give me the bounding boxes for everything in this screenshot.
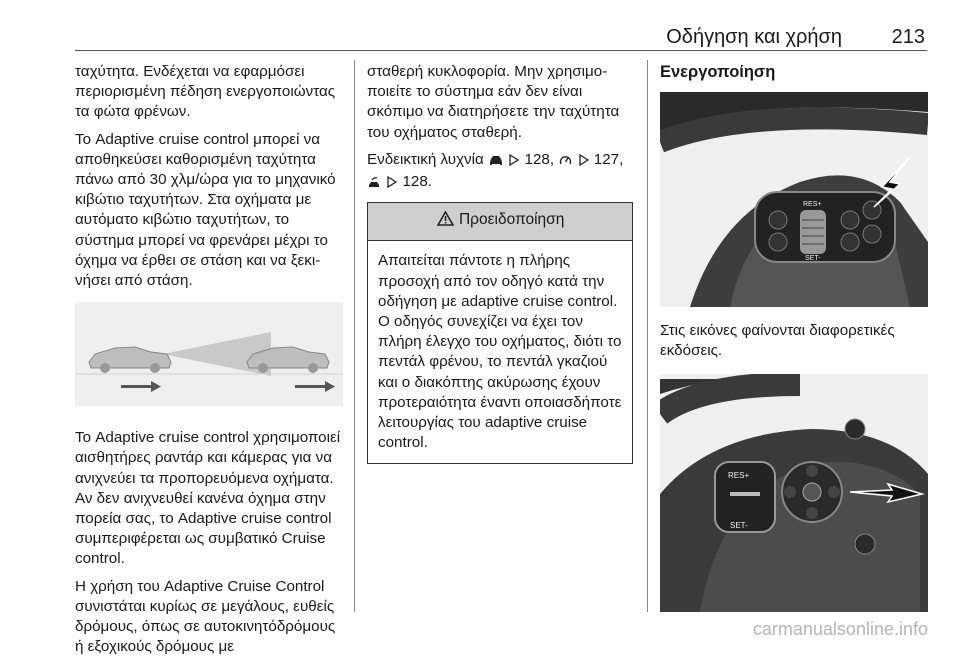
indicator-label: Ενδεικτική λυχνία [367, 150, 484, 168]
header-title: Οδήγηση και χρήση [666, 26, 842, 48]
ref-arrow-icon [509, 152, 519, 172]
col1-paragraph-3: Το Adaptive cruise control χρησιμοποιεί αισθητήρες ραντάρ και κάμερας για να ανιχνεύει τα προπορευόμενα οχήματα. Αν δεν ανιχνευθεί κανένα όχημα στην πορεία σας, το Adaptive cruise control συμπεριφέρεται ως συμβατικό Cruise control. [75, 429, 341, 568]
warning-box [367, 202, 633, 464]
column-1 [75, 62, 345, 664]
col1-paragraph-1: ταχύτητα. Ενδέχεται να εφαρμόσει περιορισμένη πέδηση ενεργοποιώντας τα φώτα φρένων. [75, 63, 336, 121]
set-label-2: SET- [730, 520, 748, 530]
radar-illustration [75, 302, 343, 406]
radar-icon [368, 174, 381, 194]
column-2 [367, 62, 635, 464]
ref-page-1[interactable]: 128, [524, 150, 555, 168]
warning-text: Απαιτείται πάντοτε η πλήρης προσοχή από τον οδηγό κατά την οδήγηση με adaptive cruise control. Ο οδηγός συνεχίζει να έχει τον πλήρη έλεγχο του οχήματος, διότι το πεντάλ φρένου, το πεντάλ γκαζιού και ο διακόπτης ακύρωσης έχουν προτεραιότητα έναντι οποιασδήποτε λειτουργίας του adaptive cruise control. [378, 252, 622, 452]
section-heading: Ενεργοποίηση [660, 63, 776, 81]
res-label-2: RES+ [728, 470, 750, 480]
warning-triangle-icon [437, 211, 454, 232]
warning-title: Προειδοποίηση [458, 211, 565, 229]
ref-arrow-icon [579, 152, 589, 172]
page-header [75, 0, 927, 51]
steering-wheel-figure-1 [660, 92, 928, 307]
steering-wheel-figure-2 [660, 374, 928, 612]
ref-page-3[interactable]: 128. [402, 173, 433, 191]
figure-caption: Στις εικόνες φαίνονται διαφορετικές εκδόσεις. [660, 322, 895, 360]
car-icon [489, 152, 503, 172]
column-divider [647, 60, 648, 612]
ref-arrow-icon [387, 174, 397, 194]
column-3 [660, 62, 928, 612]
column-divider [354, 60, 355, 612]
warning-header [368, 203, 632, 241]
col1-paragraph-4: Η χρήση του Adaptive Cruise Control συνιστάται κυρίως σε μεγάλους, ευθείς δρόμους, όπως σε αυτοκινητόδρόμους ή εξοχικούς δρόμους με [75, 577, 336, 656]
page-number: 213 [891, 26, 925, 48]
cruise-icon [559, 152, 572, 172]
indicator-line [367, 150, 635, 194]
watermark: carmanualsonline.info [752, 619, 928, 639]
set-label: SET- [805, 255, 821, 263]
res-label: RES+ [803, 201, 822, 209]
steering-wheel-svg-2 [660, 374, 928, 612]
steering-wheel-svg-1 [660, 92, 928, 307]
ref-page-2[interactable]: 127, [593, 150, 624, 168]
col1-paragraph-2: Το Adaptive cruise control μπορεί να αποθηκεύσει καθορισμένη ταχύτητα πάνω από 30 χλμ/ώρα για το μηχανικό κιβώτιο ταχυτήτων. Στα οχήματα με αυτόματο κιβώτιο ταχυτήτων, το σύστημα μπορεί να φρενάρει μέχρι το όχημα να έρθει σε στάση και να ξεκινήσει από στάση. [75, 130, 336, 290]
radar-illustration-svg [75, 302, 343, 406]
col2-paragraph-1: σταθερή κυκλοφορία. Μην χρησιμοποιείτε το σύστημα εάν δεν είναι σκόπιμο να διατηρήσετε την ταχύτητα του οχήματος σταθερή. [367, 63, 620, 141]
